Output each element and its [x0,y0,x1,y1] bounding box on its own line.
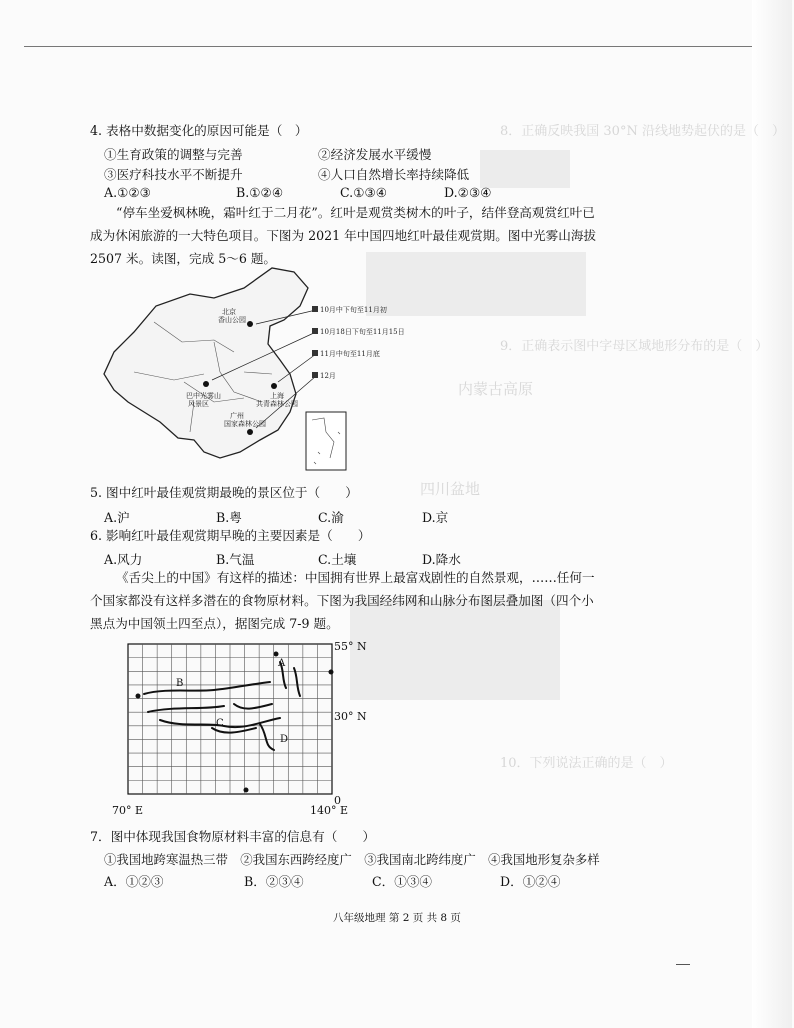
guangwu-area-label: 风景区 [188,400,209,408]
ghost-question-8: 8．正确反映我国 30°N 沿线地势起伏的是（ ） [500,124,785,139]
beijing-park-label: 香山公园 [218,316,246,324]
intro-5-6 [90,201,710,270]
intro-5-6-line-2: 成为休闲旅游的一大特色项目。下图为 2021 年中国四地红叶最佳观赏期。图中光雾山海拔 [90,228,597,243]
china-outline [104,268,308,458]
guangzhou-marker [247,429,253,435]
china-map-graphic [94,262,405,476]
territory-extreme-point-north [274,652,279,657]
lon-70-label: 70° E [112,804,144,817]
lat-30-label: 30° N [334,710,367,723]
territory-extreme-point-south [244,788,249,793]
point-a-label: A [278,658,286,669]
guangzhou-label: 广州 [230,412,244,420]
lat-0-label: 0 [334,794,341,807]
question-7-option-a: A．①②③ [104,874,164,889]
legend-item-4: 12月 [320,372,336,380]
question-7-option-c: C．①③④ [372,874,433,889]
legend-symbol [312,328,318,334]
ghost-basin-label: 四川盆地 [420,480,481,498]
territory-extreme-point-west [136,694,141,699]
intro-7-9-line-3: 黑点为中国领土四至点），据图完成 7-9 题。 [90,616,339,631]
shanghai-marker [271,383,277,389]
page-footer: 八年级地理 第 2 页 共 8 页 [333,912,461,924]
question-4-item-3: ③医疗科技水平不断提升 [104,167,243,182]
intro-5-6-line-3: 2507 米。读图，完成 5～6 题。 [90,251,277,266]
ghost-plateau-label: 内蒙古高原 [458,380,534,398]
lon-140-label: 140° E [310,804,349,817]
legend-symbol [312,350,318,356]
ghost-profile-chart [480,150,570,188]
south-china-sea-inset [306,412,346,470]
question-7-stem: 7．图中体现我国食物原材料丰富的信息有（ ） [90,829,376,844]
scan-right-edge [752,0,792,1028]
question-6-option-d: D.降水 [422,552,461,567]
point-c-label: C [216,718,224,729]
guangwu-marker [203,381,209,387]
question-4-option-c: C.①③④ [340,185,388,200]
legend-symbol [312,306,318,312]
grid-map-graphic [84,632,374,822]
intro-5-6-line-1: “停车坐爱枫林晚，霜叶红于二月花”。红叶是观赏类树木的叶子，结伴登高观赏红叶已 [116,205,595,220]
question-6-stem: 6. 影响红叶最佳观赏期早晚的主要因素是（ ） [90,528,371,543]
legend-symbol [312,372,318,378]
shanghai-park-label: 共青森林公园 [256,400,298,408]
question-5-stem: 5. 图中红叶最佳观赏期最晚的景区位于（ ） [90,485,358,500]
legend-item-2: 10月18日下旬至11月15日 [320,328,405,336]
scan-top-edge [24,46,768,47]
question-5-option-d: D.京 [422,510,449,525]
question-7-items: ①我国地跨寒温热三带 ②我国东西跨经度广 ③我国南北跨纬度广 ④我国地形复杂多样 [104,852,600,867]
question-6-option-b: B.气温 [216,552,255,567]
ghost-question-9: 9．正确表示图中字母区域地形分布的是（ ） [500,339,769,354]
intro-7-9 [90,566,710,635]
lat-55-label: 55° N [334,640,367,653]
question-5-option-a: A.沪 [104,510,130,525]
question-4-item-1: ①生育政策的调整与完善 [104,147,243,162]
question-4-option-a: A.①②③ [104,185,151,200]
legend-item-3: 11月中旬至11月底 [320,350,380,358]
intro-7-9-line-1: 《舌尖上的中国》有这样的描述：中国拥有世界上最富戏剧性的自然景观，……任何一 [116,570,595,585]
question-7-option-b: B．②③④ [244,874,304,889]
question-7-option-d: D．①②④ [500,874,561,889]
question-4-item-2: ②经济发展水平缓慢 [318,147,432,162]
territory-extreme-point-east [329,670,334,675]
point-d-label: D [280,734,289,745]
question-4-item-4: ④人口自然增长率持续降低 [318,167,470,182]
question-4-option-b: B.①②④ [236,185,284,200]
guangzhou-park-label: 国家森林公园 [224,420,266,428]
ghost-question-10: 10．下列说法正确的是（ ） [500,756,673,771]
guangwu-label: 巴中光雾山 [186,392,221,400]
question-4-option-d: D.②③④ [444,185,492,200]
legend-item-1: 10月中下旬至11月初 [320,306,387,314]
question-6-option-c: C.土壤 [318,552,357,567]
shanghai-label: 上海 [270,392,284,400]
question-5-option-c: C.渝 [318,510,344,525]
question-5-option-b: B.粤 [216,510,242,525]
question-4-stem: 4. 表格中数据变化的原因可能是（ ） [90,123,308,138]
china-red-leaf-map [94,262,405,476]
scan-mark [676,964,690,965]
beijing-label: 北京 [222,308,236,316]
question-6-option-a: A.风力 [104,552,143,567]
lat-lon-grid-map [84,632,374,822]
beijing-marker [247,321,253,327]
point-b-label: B [176,678,184,689]
intro-7-9-line-2: 个国家都没有这样多潜在的食物原材料。下图为我国经纬网和山脉分布图层叠加图（四个小 [90,593,594,608]
